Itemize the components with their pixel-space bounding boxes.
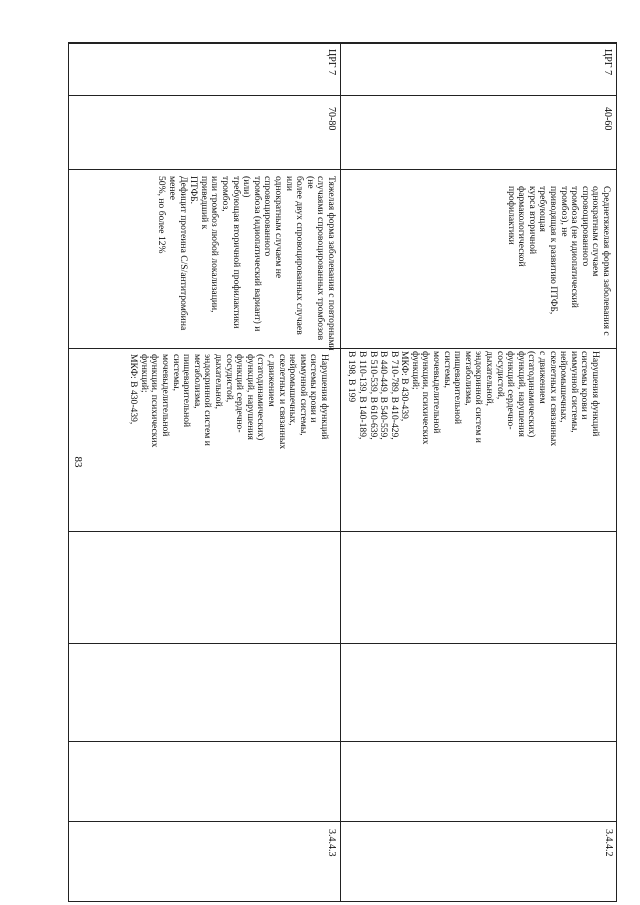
text-line: приводящая к развитию ПТФБ, требующая <box>537 186 560 315</box>
text-line: ПТФБ. <box>188 176 200 205</box>
text-line: системы, <box>441 351 453 389</box>
column-divider-code <box>69 821 616 822</box>
text-line: В 110-139, В 140-189, <box>356 351 368 440</box>
percent-cell: 70-80 <box>326 107 337 131</box>
text-line: метаболизма, <box>462 351 474 406</box>
text-line: курса вторичной фармакологической <box>516 186 538 267</box>
text-line: или тромбоз любой локализации, приведший к <box>198 176 221 313</box>
criterion-cell: ЦРГ 7 <box>602 49 613 76</box>
text-line: тромбоза (не идиопатический тромбоз), не <box>558 186 581 308</box>
text-line: эндокринной систем и <box>473 351 485 443</box>
text-line: иммунной системы, <box>297 354 309 436</box>
text-line: функции, психических <box>149 354 161 448</box>
text-line: системы крови и <box>308 354 320 423</box>
page-number: 83 <box>72 456 84 468</box>
text-line: функций; <box>138 354 150 393</box>
text-line: мочевыделительной <box>431 351 443 434</box>
text-line: эндокринной систем и <box>202 354 214 446</box>
text-line: тромбоза (идиопатический вариант) и (или) <box>241 176 263 332</box>
text-line: однократным случаем не спровоцированного <box>262 176 285 279</box>
text-line: с движением <box>537 351 549 404</box>
text-line: дыхательной, <box>213 354 225 410</box>
text-line: с движением <box>266 354 278 407</box>
text-line: функций, нарушения <box>515 351 527 437</box>
percent-cell: 40-60 <box>602 107 613 131</box>
text-line: скелетных и связанных <box>547 351 559 447</box>
text-line: пищеварительной <box>452 351 464 425</box>
row-divider-top <box>69 43 616 44</box>
text-line: иммунной системы, <box>568 351 580 433</box>
impairments-cell <box>346 351 600 529</box>
text-line: пищеварительной <box>181 354 193 428</box>
text-line: Дефицит протеина C/S/антитромбина менее <box>167 176 189 331</box>
impairments-cell <box>128 354 329 530</box>
column-divider-impairments <box>69 348 616 349</box>
text-line: нейромышечных, <box>287 354 299 426</box>
text-line: Среднетяжелая форма заболевания с <box>601 186 612 336</box>
text-line: требующая вторичной профилактики тромбоз, <box>220 176 242 329</box>
column-divider-empty-3 <box>69 741 616 742</box>
column-divider-empty-2 <box>69 643 616 644</box>
text-line: функций; <box>409 351 421 390</box>
text-line: сосудистой, <box>494 351 506 400</box>
text-line: 50%, но более 12% <box>156 176 168 254</box>
text-line: Тяжелая форма заболевания с повторными <box>326 176 337 351</box>
text-line: более двух спровоцированных случаев или <box>283 176 306 335</box>
description-cell <box>156 176 336 351</box>
column-divider-empty-1 <box>69 531 616 532</box>
text-line: функций сердечно- <box>234 354 246 433</box>
text-line: метаболизма, <box>191 354 203 409</box>
text-line: Нарушения функций <box>319 354 330 440</box>
text-line: В 440-449, В 540-559, <box>378 351 390 440</box>
text-line: сосудистой, <box>223 354 235 403</box>
text-line: В 510-539, В 610-639, <box>367 351 379 440</box>
text-line: профилактики <box>505 186 517 245</box>
text-line: В 198, В 199 <box>346 351 358 403</box>
text-line: функции, психических <box>420 351 432 445</box>
column-divider-percent <box>69 95 616 96</box>
column-divider-description <box>69 169 616 170</box>
text-line: В 710-789, В 410-429, <box>388 351 400 440</box>
text-line: мочевыделительной <box>160 354 172 437</box>
text-line: МКФ: В 430-439, <box>399 351 411 422</box>
text-line: (статодинамических) <box>526 351 538 438</box>
text-line: (статодинамических) <box>255 354 267 441</box>
criterion-cell: ЦРГ 7 <box>326 49 337 76</box>
text-line: скелетных и связанных <box>276 354 288 450</box>
text-line: дыхательной, <box>484 351 496 407</box>
text-line: Нарушения функций <box>590 351 601 437</box>
text-line: функций сердечно- <box>505 351 517 430</box>
text-line: нейромышечных, <box>558 351 570 423</box>
text-line: МКФ: В 430-439, <box>128 354 140 425</box>
text-line: системы, <box>170 354 182 392</box>
code-cell: 3.4.4.2 <box>603 829 614 857</box>
disability-criteria-table <box>68 42 617 902</box>
code-cell: 3.4.4.3 <box>326 829 337 857</box>
row-divider <box>340 43 341 901</box>
text-line: системы крови и <box>579 351 591 420</box>
text-line: однократным случаем спровоцированного <box>579 186 602 277</box>
description-cell <box>505 186 611 336</box>
text-line: функций, нарушения <box>244 354 256 440</box>
text-line: случаями спровоцированных тромбозов (не <box>304 176 327 341</box>
